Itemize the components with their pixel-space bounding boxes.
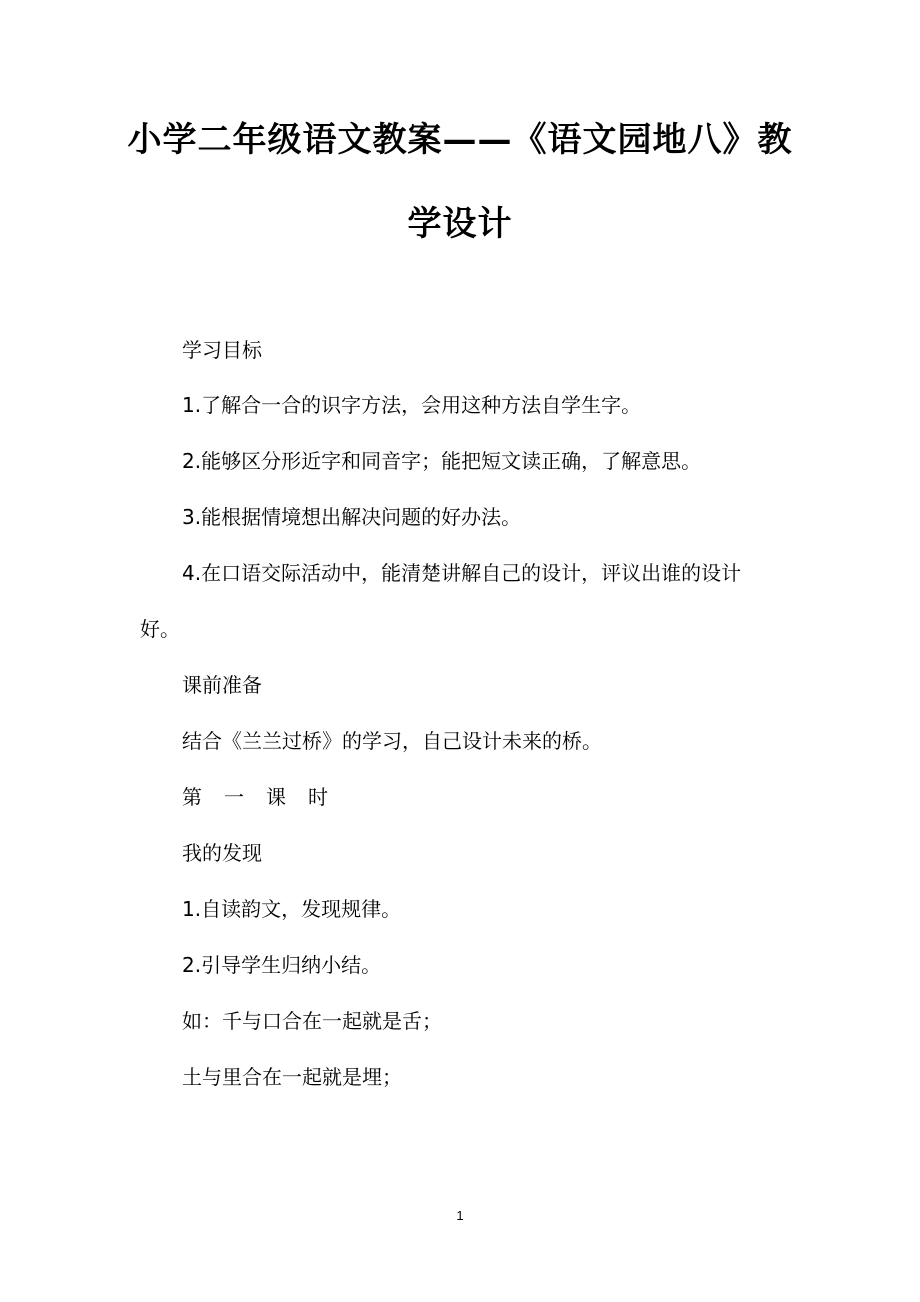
document-title-line-1: 小学二年级语文教案——《语文园地八》教 [127,120,793,160]
lesson-period-heading: 第一课时 [182,785,350,809]
discovery-step-2: 2.引导学生归纳小结。 [182,953,382,977]
goal-item-1: 1.了解合一合的识字方法，会用这种方法自学生字。 [182,393,642,417]
page-number: 1 [456,1208,464,1223]
goal-item-4: 4.在口语交际活动中，能清楚讲解自己的设计，评议出谁的设计 [182,561,742,585]
example-line-1: 如：千与口合在一起就是舌； [182,1009,442,1033]
goal-item-2: 2.能够区分形近字和同音字；能把短文读正确，了解意思。 [182,449,702,473]
section-heading-preparation: 课前准备 [182,673,262,697]
example-line-2: 土与里合在一起就是埋； [182,1065,402,1089]
discovery-step-1: 1.自读韵文，发现规律。 [182,897,402,921]
goal-item-4-continuation: 好。 [140,617,180,641]
document-title-line-2: 学设计 [407,204,513,244]
goal-item-3: 3.能根据情境想出解决问题的好办法。 [182,505,522,529]
section-heading-discovery: 我的发现 [182,841,262,865]
preparation-text: 结合《兰兰过桥》的学习，自己设计未来的桥。 [182,729,602,753]
section-heading-learning-goals: 学习目标 [182,338,262,362]
